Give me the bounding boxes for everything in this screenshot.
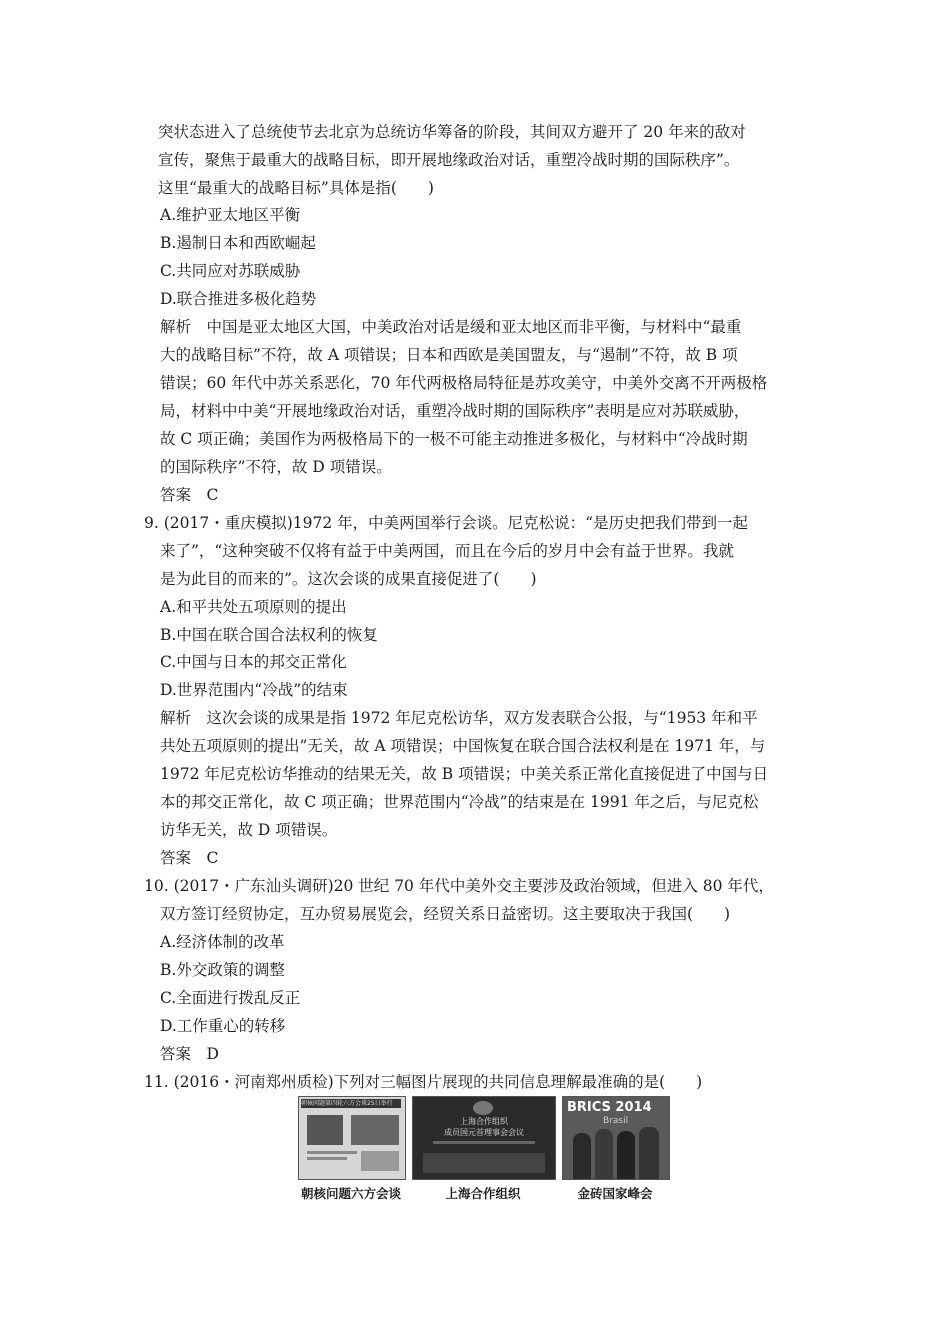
question-11-line: 11. (2016・河南郑州质检)下列对三幅图片展现的共同信息理解最准确的是( )	[144, 1073, 703, 1091]
six-party-talks-photo	[298, 1096, 406, 1180]
caption-brics: 金砖国家峰会	[577, 1186, 653, 1201]
text-line: 故 C 项正确；美国作为两极格局下的一极不可能主动推进多极化，与材料中“冷战时期	[160, 430, 748, 448]
option-c-line: C.中国与日本的邦交正常化	[160, 653, 347, 671]
text-line: 的国际秩序”不符，故 D 项错误。	[160, 458, 392, 476]
sco-meeting-photo	[412, 1096, 556, 1180]
text-line: 局，材料中中美“开展地缘政治对话，重塑冷战时期的国际秩序”表明是应对苏联威胁，	[160, 402, 750, 420]
text-line: 本的邦交正常化，故 C 项正确；世界范围内“冷战”的结束是在 1991 年之后，与尼克松	[160, 793, 759, 811]
text-line: 错误；60 年代中苏关系恶化，70 年代两极格局特征是苏攻美守，中美外交离不开两极格	[160, 374, 768, 392]
analysis-line: 解析 这次会谈的成果是指 1972 年尼克松访华，双方发表联合公报，与“1953 年和平	[160, 709, 758, 727]
text-line: 来了”，“这种突破不仅将有益于中美两国，而且在今后的岁月中会有益于世界。我就	[160, 542, 734, 560]
text-line: 大的战略目标”不符，故 A 项错误；日本和西欧是美国盟友，与“遏制”不符，故 B 项	[160, 346, 738, 364]
sco-banner-subtitle: 成员国元首理事会会议	[444, 1128, 524, 1137]
option-b-line: B.外交政策的调整	[160, 961, 285, 979]
question-10-line: 10. (2017・广东汕头调研)20 世纪 70 年代中美外交主要涉及政治领域，但进入 80 年代，	[144, 877, 774, 895]
option-d-line: D.工作重心的转移	[160, 1017, 286, 1035]
option-b-line: B.遏制日本和西欧崛起	[160, 234, 316, 252]
text-line: 访华无关，故 D 项错误。	[160, 821, 338, 839]
option-b-line: B.中国在联合国合法权利的恢复	[160, 626, 378, 644]
option-c-line: C.全面进行拨乱反正	[160, 989, 301, 1007]
option-d-line: D.世界范围内“冷战”的结束	[160, 681, 348, 699]
analysis-line: 解析 中国是亚太地区大国，中美政治对话是缓和亚太地区而非平衡，与材料中“最重	[160, 318, 742, 336]
text-line: 宣传，聚焦于最重大的战略目标，即开展地缘政治对话，重塑冷战时期的国际秩序”。	[158, 151, 740, 169]
text-line: 共处五项原则的提出”无关，故 A 项错误；中国恢复在联合国合法权利是在 1971 年，与	[160, 737, 766, 755]
answer-line: 答案 C	[160, 849, 219, 867]
newspaper-headline: 朝核问题第四轮六方会谈25日举行	[301, 1099, 401, 1108]
option-a-line: A.维护亚太地区平衡	[160, 206, 301, 224]
option-d-line: D.联合推进多极化趋势	[160, 290, 317, 308]
brics-banner-title: BRICS 2014	[567, 1100, 652, 1115]
text-line: 这里“最重大的战略目标”具体是指( )	[158, 179, 434, 197]
answer-line: 答案 D	[160, 1045, 219, 1063]
caption-six-party-talks: 朝核问题六方会谈	[300, 1186, 401, 1201]
text-line: 1972 年尼克松访华推动的结果无关，故 B 项错误；中美关系正常化直接促进了中国与日	[160, 765, 769, 783]
text-line: 是为此目的而来的”。这次会谈的成果直接促进了( )	[160, 570, 537, 588]
option-a-line: A.经济体制的改革	[160, 933, 285, 951]
text-line: 突状态进入了总统使节去北京为总统访华筹备的阶段，其间双方避开了 20 年来的敌对	[158, 123, 746, 141]
answer-line: 答案 C	[160, 486, 219, 504]
text-line: 双方签订经贸协定，互办贸易展览会，经贸关系日益密切。这主要取决于我国( )	[160, 905, 731, 923]
question-9-line: 9. (2017・重庆模拟)1972 年，中美两国举行会谈。尼克松说：“是历史把我们带到一起	[144, 514, 749, 532]
option-a-line: A.和平共处五项原则的提出	[160, 598, 347, 616]
option-c-line: C.共同应对苏联威胁	[160, 262, 301, 280]
brics-summit-photo	[562, 1096, 670, 1180]
sco-banner-title: 上海合作组织	[460, 1117, 508, 1126]
brics-banner-subtitle: Brasil	[603, 1116, 629, 1126]
caption-sco: 上海合作组织	[445, 1186, 521, 1201]
